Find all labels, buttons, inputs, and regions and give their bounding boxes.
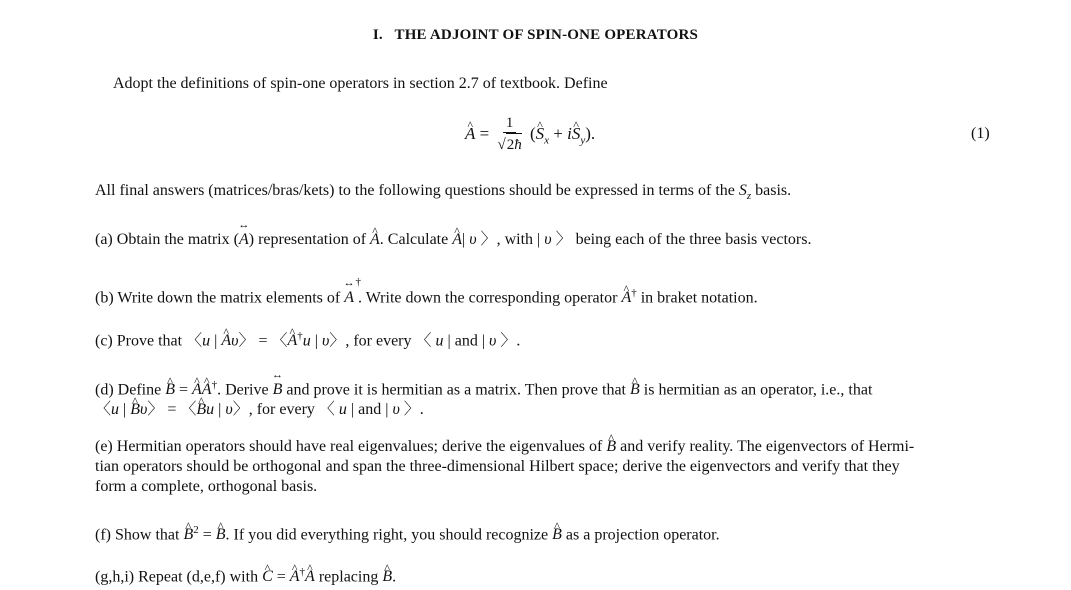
- question-a: (a) Obtain the matrix ( ↔ A) representation of A ^. Calculate A ^| υ 〉, with | υ 〉 being each of the three basis vectors.: [95, 230, 811, 250]
- equation-number: (1): [971, 125, 990, 142]
- question-f: (f) Show that B ^$^2$ = B ^. If you did everything right, you should recognize B ^ as a projection operator.: [95, 520, 720, 545]
- question-e: (e) Hermitian operators should have real eigenvalues; derive the eigenvalues of B ^ and verify reality. The eigenvectors of Hermi- tian operators should be orthogonal and span the three-dimensional Hilbert space; derive the eigenvectors and verify that they form a complete, orthogonal basis.: [95, 437, 995, 497]
- question-c: (c) Prove that 〈u | A ^υ〉 = 〈A ^†u | υ〉, for every 〈 u | and | υ 〉.: [95, 326, 520, 351]
- section-title: [0, 27, 1071, 44]
- basis-note: All final answers (matrices/bras/kets) to the following questions should be expressed in terms of the $S_z$ basis.: [95, 182, 792, 203]
- question-d: (d) Define B ^ = A ^A ^†. Derive ↔ B and prove it is hermitian as a matrix. Then prove that B ^ is hermitian as an operator, i.e., that 〈u | B ^υ〉 = 〈B ^u | υ〉, for every 〈 u | and | υ 〉.: [95, 375, 995, 420]
- section-number: I.: [372, 27, 383, 43]
- equation-1: A ^ = $\frac{1}{√2ħ}$ (S $\^{}_x$ + iS $\^{}_y$).: [465, 114, 595, 156]
- question-b: (b) Write down the matrix elements of ↔ † A . Write down the corresponding operator A ^† in braket notation.: [95, 283, 758, 308]
- intro-paragraph: Adopt the definitions of spin-one operators in section 2.7 of textbook. Define: [113, 75, 608, 92]
- fraction: $\frac{1}{√2ħ}$: [495, 114, 523, 156]
- section-heading: THE ADJOINT OF SPIN-ONE OPERATORS: [394, 27, 699, 43]
- question-ghi: (g,h,i) Repeat (d,e,f) with C ^ = A ^†A ^ replacing B ^.: [95, 562, 396, 587]
